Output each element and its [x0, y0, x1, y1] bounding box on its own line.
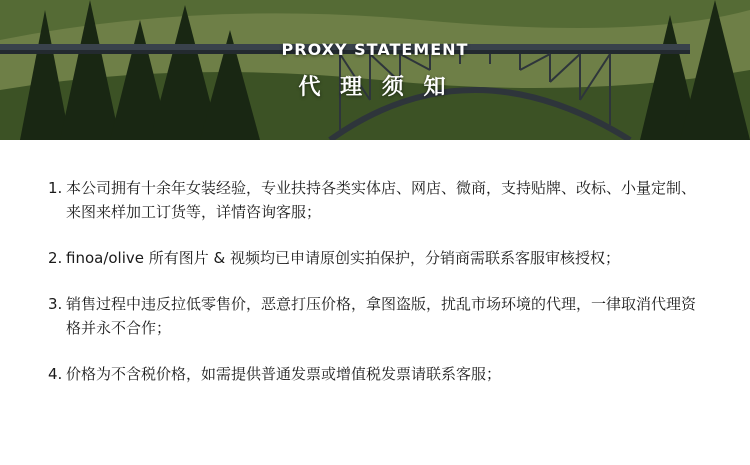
banner-title-en: PROXY STATEMENT — [281, 40, 469, 59]
notice-text: 价格为不含税价格，如需提供普通发票或增值税发票请联系客服； — [66, 365, 502, 383]
notice-number: 3. — [48, 295, 63, 313]
notice-item-2 — [48, 246, 708, 270]
notice-item-4 — [48, 362, 708, 386]
notice-number: 1. — [48, 179, 63, 197]
header-banner — [0, 0, 750, 140]
notice-number: 4. — [48, 365, 63, 383]
notice-number: 2. — [48, 249, 63, 267]
notice-text: 本公司拥有十余年女装经验，专业扶持各类实体店、网店、微商，支持贴牌、改标、小量定制、来图来样加工订货等，详情咨询客服； — [66, 179, 697, 221]
notice-list — [48, 176, 708, 408]
notice-text: finoa/olive 所有图片 & 视频均已申请原创实拍保护，分销商需联系客服审核授权； — [66, 249, 620, 267]
notice-item-1 — [48, 176, 708, 224]
notice-text: 销售过程中违反拉低零售价，恶意打压价格，拿图盗版，扰乱市场环境的代理，一律取消代理资格并永不合作； — [66, 295, 697, 337]
banner-title-zh: 代 理 须 知 — [298, 75, 452, 100]
notice-item-3 — [48, 292, 708, 340]
